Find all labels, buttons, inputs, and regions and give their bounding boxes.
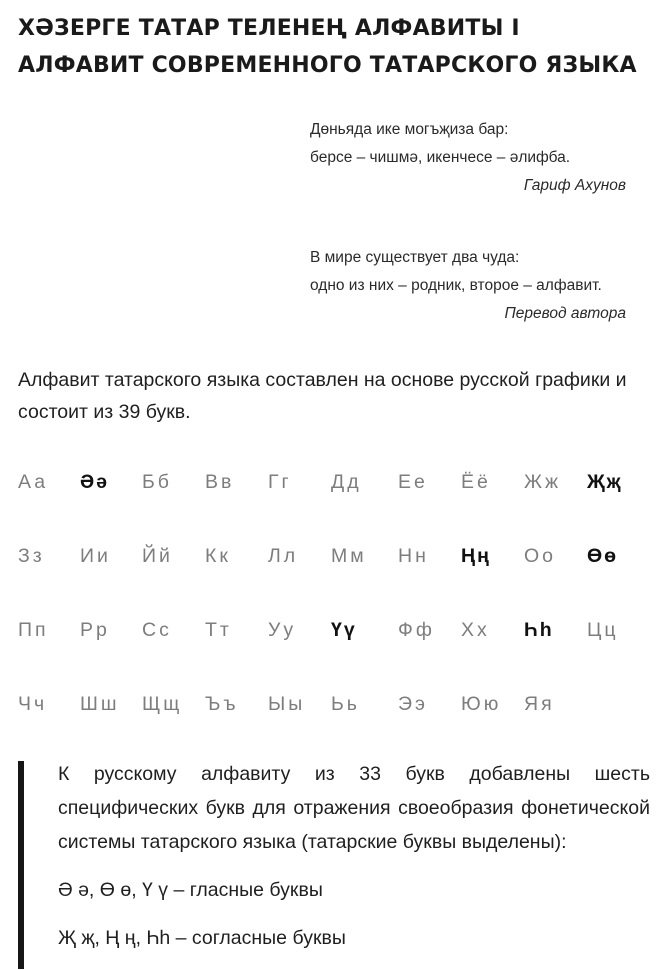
note-consonants: Җ җ, Ң ң, Һһ – согласные буквы <box>58 927 346 949</box>
letter-short-i: Йй <box>142 545 173 567</box>
intro-text: Алфавит татарского языка составлен на основе русской графики и состоит из 39 букв. <box>18 369 627 423</box>
letter-yery: Ыы <box>268 693 306 715</box>
note-text <box>58 757 650 955</box>
letter-ya: Яя <box>524 693 555 715</box>
letter-er: Рр <box>80 619 110 641</box>
letter-te: Тт <box>205 619 232 641</box>
note-paragraph: К русскому алфавиту из 33 букв добавлены шесть специфических букв для отражения своеобразия фонетической системы татарского языка (татарские буквы выделены): <box>58 763 650 853</box>
letter-o: Оо <box>524 545 557 567</box>
letter-shha: Һһ <box>524 619 554 641</box>
alphabet-row-3 <box>18 610 648 684</box>
letter-e: Ээ <box>398 693 428 715</box>
epigraph-tatar-line-1: Дөньяда ике могъҗиза бар: <box>310 121 509 138</box>
alphabet-grid <box>18 462 648 758</box>
letter-sha: Шш <box>80 693 120 715</box>
letter-el: Лл <box>268 545 299 567</box>
letter-tse: Цц <box>587 619 619 641</box>
letter-en: Нн <box>398 545 429 567</box>
epigraph-tatar <box>310 116 626 200</box>
letter-be: Бб <box>142 471 172 493</box>
letter-ka: Кк <box>205 545 231 567</box>
title-tatar: ХӘЗЕРГЕ ТАТАР ТЕЛЕНЕҢ АЛФАВИТЫ I <box>18 16 520 41</box>
page-title <box>18 10 637 84</box>
note-block <box>18 757 650 969</box>
title-russian: АЛФАВИТ СОВРЕМЕННОГО ТАТАРСКОГО ЯЗЫКА <box>18 53 637 78</box>
letter-ve: Вв <box>205 471 235 493</box>
letter-yo: Ёё <box>461 471 491 493</box>
letter-schwa: Әә <box>80 471 110 493</box>
letter-em: Мм <box>331 545 367 567</box>
letter-ye: Ее <box>398 471 428 493</box>
letter-che: Чч <box>18 693 48 715</box>
letter-straight-u: Үү <box>331 619 357 641</box>
letter-u: Уу <box>268 619 297 641</box>
quote-bar <box>18 761 24 969</box>
epigraph-russian-line-2: одно из них – родник, второе – алфавит. <box>310 277 602 294</box>
letter-ge: Гг <box>268 471 292 493</box>
letter-ef: Фф <box>398 619 435 641</box>
alphabet-row-1 <box>18 462 648 536</box>
alphabet-row-4 <box>18 684 648 758</box>
epigraph-russian-line-1: В мире существует два чуда: <box>310 249 520 266</box>
letter-barred-o: Өө <box>587 545 619 567</box>
letter-kha: Хх <box>461 619 490 641</box>
letter-de: Дд <box>331 471 362 493</box>
epigraph-tatar-line-2: берсе – чишмә, икенчесе – әлифба. <box>310 149 571 166</box>
note-vowels: Ә ә, Ө ө, Ү ү – гласные буквы <box>58 879 323 901</box>
epigraph-russian <box>310 244 626 328</box>
letter-shcha: Щщ <box>142 693 183 715</box>
letter-yu: Юю <box>461 693 502 715</box>
letter-soft-sign: Ьь <box>331 693 360 715</box>
letter-pe: Пп <box>18 619 49 641</box>
letter-zhe: Жж <box>524 471 562 493</box>
letter-hard-sign: Ъъ <box>205 693 239 715</box>
letter-i: Ии <box>80 545 111 567</box>
epigraph-russian-author: Перевод автора <box>504 305 626 322</box>
letter-ze: Зз <box>18 545 45 567</box>
letter-es: Сс <box>142 619 172 641</box>
letter-zhe-descender: Җҗ <box>587 471 623 493</box>
letter-a: Аа <box>18 471 49 493</box>
letter-eng: Ңң <box>461 545 491 567</box>
epigraph-tatar-author: Гариф Ахунов <box>523 177 626 194</box>
alphabet-row-2 <box>18 536 648 610</box>
